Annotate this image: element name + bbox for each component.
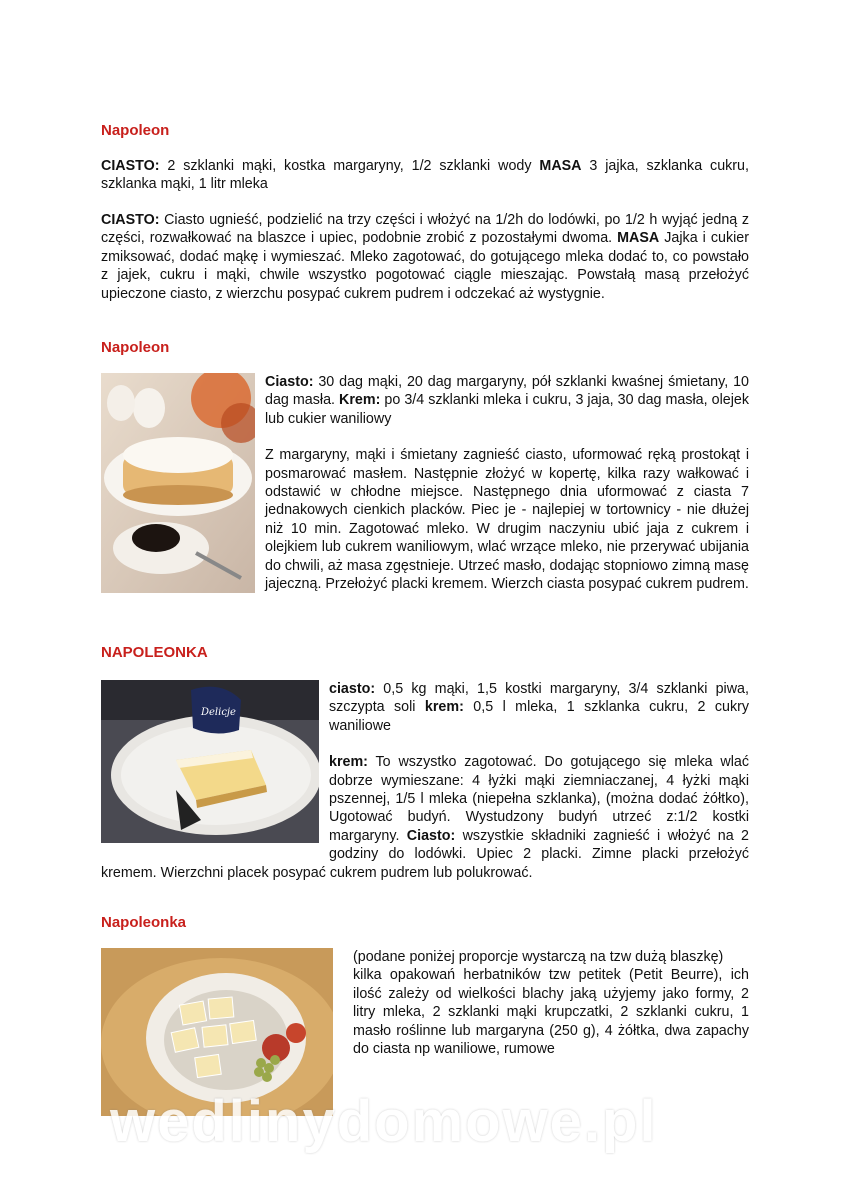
recipe-4-proportion-note: (podane poniżej proporcje wystarczą na tzw dużą blaszkę) [353,949,724,965]
recipe-1-ingredients [101,157,749,194]
recipe-4-title: Napoleonka [101,914,187,931]
recipe-2-title: Napoleon [101,339,170,356]
recipe-1-masa-text: 3 jajka, szklanka cukru, szklanka mąki, 1 litr mleka [101,158,749,193]
recipe-3-prep-ciasto-label: Ciasto: [406,827,456,844]
recipe-3-prep-krem-text: To wszystko zagotować. Do gotującego się mleka wlać dobrze wymieszane: 4 łyżki mąki ziemniaczanej, 4 łyżki mąki pszennej, 1/5 l mleka (niepełna szklanka), (można dodać żółtko), Ugotować budyń. Wystudzony budyń utrzeć z:1/2 kostki margaryny. [329,754,749,844]
watermark: wedlinydomowe.pl [110,1089,658,1154]
recipe-1-prep-ciasto-text: Ciasto ugnieść, podzielić na trzy części i włożyć na 1/2h do lodówki, po 1/2 h wyjąć jedną z części, rozwałkować na blaszce i upiec, podobnie zrobić z pozostałymi dwoma. [101,212,749,247]
recipe-2-ciasto-text: 30 dag mąki, 20 dag margaryny, pół szklanki kwaśnej śmietany, 10 dag masła. [265,374,749,409]
recipe-1-title: Napoleon [101,122,170,139]
recipe-1-prep-masa-text: Jajka i cukier zmiksować, dodać mąkę i wymieszać. Mleko zagotować, do gotującego mleka dodać to, co powstało z jajek, cukru i mąki, chwile wszystko pogotować ciągle mieszając. Powstałą masą przełożyć upieczone ciasto, z wierzchu posypać cukrem pudrem i odczekać aż wystygnie. [101,230,750,302]
recipe-2-body [101,373,749,597]
mug-label: Delicje [201,707,236,718]
recipe-1-masa-label: MASA [539,158,582,174]
recipe-3-prep-ciasto-text: wszystkie składniki zagnieść i włożyć na 2 godziny do lodówki. Upiec 2 placki. Zimne placki przełożyć kremem. Wierzchni placek posypać cukrem pudrem lub polukrować. [101,827,750,881]
recipe-3-krem-text: 0,5 l mleka, 1 szklanka cukru, 2 cukry waniliowe [329,699,750,734]
recipe-3-krem-label: krem: [424,699,464,716]
recipe-3-photo [101,680,319,843]
recipe-3-ciasto-text: 0,5 kg mąki, 1,5 kostki margaryny, 3/4 szklanki piwa, szczypta soli [329,681,749,716]
recipe-2-preparation: Z margaryny, mąki i śmietany zagnieść ciasto, uformować ręką prostokąt i posmarować masłem. Następnie złożyć w kopertę, kilka razy wałkować i odstawić w chłodne miejsce. Następnego dnia uformować z ciasta 7 jednakowych cienkich placków. Piec je - najlepiej w tortownicy - nie dłużej niż 10 min. Zagotować mleko. W drugim naczyniu ubić jaja z cukrem i olejkiem lub cukrem waniliowym, wlać wrzące mleko, nie przerywać ubijania do chwili, aż masa zgęstnieje. Utrzeć masło, dodając stopniowo zimną masę jajeczną. Przełożyć placki kremem. Wierzch ciasta posypać cukrem pudrem. [265,447,749,593]
recipe-3-body [101,680,749,882]
recipe-1-preparation [101,211,749,303]
recipe-1-prep-ciasto-label: CIASTO: [101,212,160,228]
recipe-4-ingredients: kilka opakowań herbatników tzw petitek (Petit Beurre), ich ilość zależy od wielkości blachy jaką użyjemy jako formy, 2 litry mleka, 2 szklanki mąki krupczatki, 2 szklanki cukru, 1 masło roślinne lub margaryna (250 g), 4 żółtka, dwa zapachy do ciasta np waniliowe, rumowe [353,967,749,1058]
recipe-3-title: NAPOLEONKA [101,644,208,661]
napoleonka-slice-image [101,680,319,843]
recipe-3-ciasto-label: ciasto: [329,681,376,697]
recipe-2-krem-label: Krem: [339,392,381,409]
recipe-1-ciasto-label: CIASTO: [101,158,160,174]
recipe-3-prep-krem-label: krem: [329,754,368,771]
recipe-2-ciasto-label: Ciasto: [265,374,314,390]
recipe-2-krem-text: po 3/4 szklanki mleka i cukru, 3 jaja, 30 dag masła, olejek lub cukier waniliowy [265,392,749,427]
recipe-2-photo [101,373,255,593]
recipe-1-ciasto-text: 2 szklanki mąki, kostka margaryny, 1/2 szklanki wody [159,158,540,174]
recipe-1-prep-masa-label: MASA [617,230,660,247]
napoleon-cake-image [101,373,255,593]
